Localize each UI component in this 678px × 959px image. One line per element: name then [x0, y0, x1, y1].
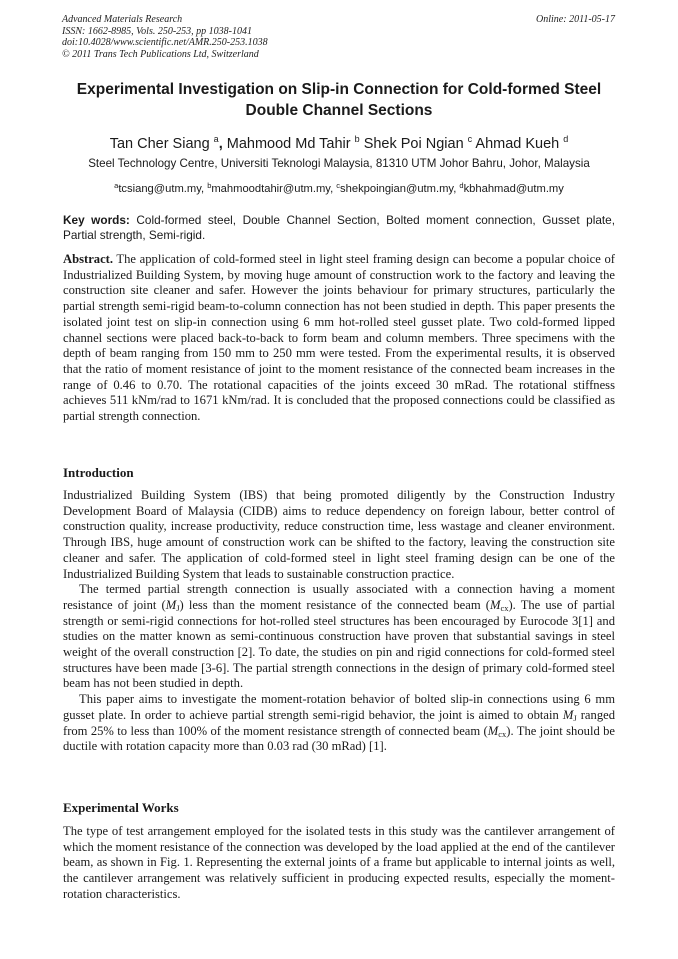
keywords-label: Key words:: [63, 213, 130, 227]
abstract-text: The application of cold-formed steel in light steel framing design can become a popular choice of Industrialized Building System, by moving huge amount of construction work to the factory and leaving the construction site cleaner and safer. However the joints behaviour for primary structures, particularly the partial strength semi-rigid beam-to-column connection has not been studied in depth. This paper presents the isolated joint test on slip-in connection using 6 mm hot-rolled steel gusset plate. Two cold-formed lipped channel sections were placed back-to-back to form beam and column members. Three specimens with the depth of beam ranging from 150 mm to 250 mm were tested. From the experimental results, it is observed that the ratio of moment resistance of joint to the moment resistance of the connected beam increases in the range of 0.46 to 0.70. The rotational capacities of the joints exceed 30 mRad. The rotational stiffness achieves 511 kNm/rad to 1671 kNm/rad. It is concluded that the proposed connections could be classified as partial strength connection.: [63, 252, 615, 424]
author-sup: d: [563, 134, 569, 144]
email-link[interactable]: shekpoingian@utm.my: [340, 183, 454, 195]
paragraph: The termed partial strength connection is usually associated with a connection having a moment resistance of joint $(M_J)$ less than the moment resistance of the connected beam $(M_{cx})$. The use of partial strength or semi-rigid connections for hot-rolled steel structures has been encouraged by Eurocode 3[1] and studies on the matter known as semi-continuous construction have proven that substantial savings in steel weight of the overall construction [2]. To date, the studies on pin and rigid connections for cold-formed steel structures have been made [3-6]. The partial strength connections in the design of primary cold-formed steel beam has not been studied in depth.: [63, 582, 616, 691]
email-sup: c: [336, 181, 341, 190]
introduction-heading: Introduction: [63, 465, 134, 480]
abstract: [63, 252, 615, 425]
author-name: Mahmood Md Tahir: [226, 136, 351, 152]
journal-issn: ISSN: 1662-8985, Vols. 250-253, pp 1038-1041: [62, 25, 252, 37]
abstract-label: Abstract.: [63, 252, 114, 266]
email-list: $^a$tcsiang@utm.my, $^b$mahmoodtahir@utm.my, $^c$shekpoingian@utm.my, $^d$kbhahmad@utm.my: [114, 181, 564, 195]
paper-title: Experimental Investigation on Slip-in Connection for Cold-formed Steel Double Channel Sections: [76, 81, 602, 119]
journal-doi: doi:10.4028/www.scientific.net/AMR.250-253.1038: [62, 37, 268, 48]
paragraph: The type of test arrangement employed for the isolated tests in this study was the cantilever arrangement of which the moment resistance of the connection was developed by the load applied at the end of the cantilever beam, as shown in Fig. 1. Representing the external joints of a frame but applicable to internal joints as well, the cantilever arrangement was relatively sufficient in producing expected results, especially the moment-rotation characteristics.: [63, 824, 615, 901]
affiliation: Steel Technology Centre, Universiti Teknologi Malaysia, 81310 UTM Johor Bahru, Johor, Malaysia: [88, 157, 590, 170]
keywords: [63, 213, 615, 243]
email-sup: d: [459, 181, 464, 190]
journal-header: [62, 14, 268, 60]
keywords-text: Cold-formed steel, Double Channel Section, Bolted moment connection, Gusset plate, Partial strength, Semi-rigid.: [63, 213, 615, 242]
email-sup: b: [207, 181, 212, 190]
email-link[interactable]: mahmoodtahir@utm.my: [211, 183, 331, 195]
experimental-heading: Experimental Works: [63, 800, 179, 815]
author-sup: a: [213, 134, 219, 144]
author-sup: b: [354, 134, 360, 144]
author-name: Ahmad Kueh: [475, 136, 560, 152]
author-name: Tan Cher Siang: [109, 136, 210, 152]
journal-name: Advanced Materials Research: [62, 14, 183, 25]
introduction-body: [63, 488, 615, 755]
email-link[interactable]: kbhahmad@utm.my: [463, 183, 564, 195]
journal-copyright: © 2011 Trans Tech Publications Ltd, Switzerland: [62, 48, 259, 60]
author-sup: c: [467, 134, 473, 144]
email-sup: a: [114, 181, 119, 190]
online-date: Online: 2011-05-17: [536, 14, 615, 25]
author-name: Shek Poi Ngian: [363, 136, 464, 152]
paragraph: Industrialized Building System (IBS) that being promoted diligently by the Construction Industry Development Board of Malaysia (CIDB) aims to reduce dependency on foreign labour, better control of construction quality, increase productivity, reduce construction time, less wastage and cleaner environment. Through IBS, huge amount of construction work can be shifted to the factory, leaving the construction site cleaner and safer. The application of cold-formed steel in light steel framing design can be one of the Industrialized Building System that leads to sustainable construction practice.: [63, 488, 615, 581]
email-link[interactable]: tcsiang@utm.my: [118, 183, 201, 195]
experimental-body: [63, 824, 615, 903]
paragraph: This paper aims to investigate the moment-rotation behavior of bolted slip-in connections using 6 mm gusset plate. In order to achieve partial strength semi-rigid behavior, the joint is aimed to obtain $M_J$ ranged from 25% to less than 100% of the moment resistance strength of connected beam $(M_{cx})$. The joint should be ductile with rotation capacity more than 0.03 rad (30 mRad) [1].: [63, 692, 616, 754]
author-list: Tan Cher Siang $^a$, Mahmood Md Tahir $^b$ Shek Poi Ngian $^c$ Ahmad Kueh $^d$: [109, 134, 569, 152]
